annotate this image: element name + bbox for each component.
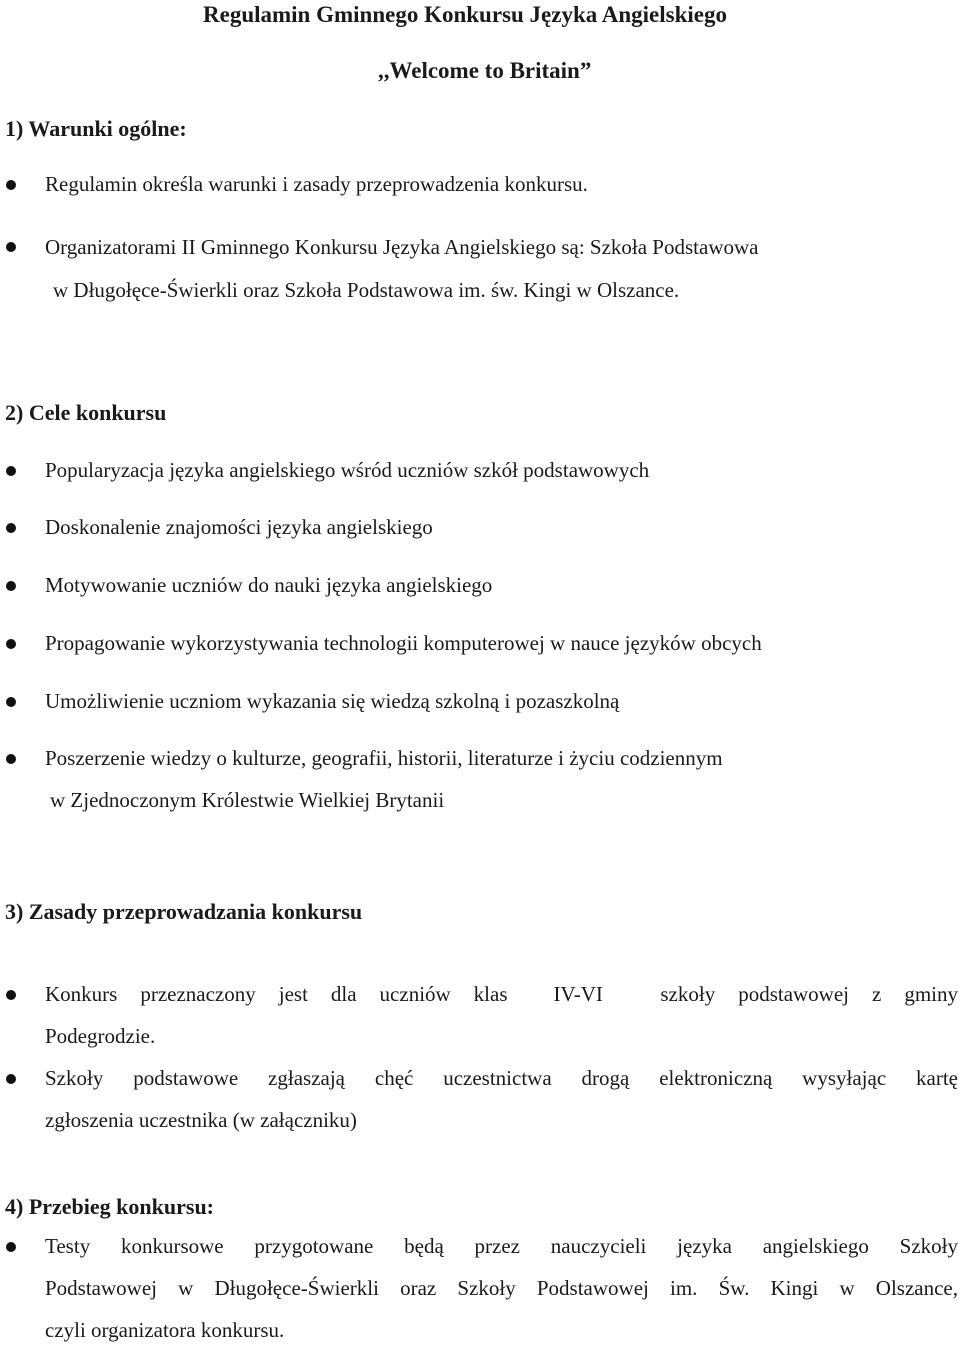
section-heading-general-conditions: 1) Warunki ogólne: — [5, 116, 187, 141]
section-heading-rules: 3) Zasady przeprowadzania konkursu — [5, 899, 363, 924]
list-item-text: Poszerzenie wiedzy o kulturze, geografii, historii, literaturze i życiu codziennym — [45, 746, 723, 770]
bullet-icon — [6, 466, 16, 476]
justified-line-text: Podstawowej w Długołęce-Świerkli oraz Szkoły Podstawowej im. Św. Kingi w Olszance, — [45, 1276, 958, 1300]
list-item-text-continued: w Długołęce-Świerkli oraz Szkoła Podstawowa im. św. Kingi w Olszance. — [53, 278, 680, 302]
list-item-text-justified — [45, 1236, 958, 1257]
section-heading-goals: 2) Cele konkursu — [5, 400, 167, 425]
bullet-icon — [6, 1074, 16, 1084]
justified-line-text: Szkoły podstawowe zgłaszają chęć uczestnictwa drogą elektroniczną wysyłając kartę — [45, 1066, 958, 1090]
bullet-icon — [6, 990, 16, 1000]
list-item-text: Popularyzacja języka angielskiego wśród uczniów szkół podstawowych — [45, 458, 650, 482]
justified-line-text: Konkurs przeznaczony jest dla uczniów klas IV-VI szkoły podstawowej z gminy — [45, 982, 958, 1006]
bullet-icon — [6, 180, 16, 190]
list-item-text: Doskonalenie znajomości języka angielskiego — [45, 515, 433, 539]
document-title: Regulamin Gminnego Konkursu Języka Angielskiego — [203, 2, 727, 27]
justified-line-text: Testy konkursowe przygotowane będą przez nauczycieli języka angielskiego Szkoły — [45, 1234, 958, 1258]
list-item-text-justified — [45, 984, 958, 1005]
document-subtitle: ,,Welcome to Britain” — [378, 58, 592, 83]
bullet-icon — [6, 697, 16, 707]
list-item-text-continued: czyli organizatora konkursu. — [45, 1318, 285, 1342]
list-item-text: Motywowanie uczniów do nauki języka angielskiego — [45, 573, 493, 597]
list-item-text-continued: zgłoszenia uczestnika (w załączniku) — [45, 1108, 357, 1132]
list-item-text-justified — [45, 1278, 958, 1299]
bullet-icon — [6, 523, 16, 533]
section-heading-course: 4) Przebieg konkursu: — [5, 1194, 214, 1219]
bullet-icon — [6, 754, 16, 764]
bullet-icon — [6, 1242, 16, 1252]
list-item-text: Propagowanie wykorzystywania technologii komputerowej w nauce języków obcych — [45, 631, 762, 655]
bullet-icon — [6, 639, 16, 649]
list-item-text: Regulamin określa warunki i zasady przeprowadzenia konkursu. — [45, 172, 588, 196]
list-item-text-continued: w Zjednoczonym Królestwie Wielkiej Brytanii — [50, 788, 445, 812]
bullet-icon — [6, 581, 16, 591]
bullet-icon — [6, 242, 16, 252]
list-item-text-continued: Podegrodzie. — [45, 1024, 156, 1048]
list-item-text: Umożliwienie uczniom wykazania się wiedzą szkolną i pozaszkolną — [45, 689, 620, 713]
list-item-text-justified — [45, 1068, 958, 1089]
list-item-text: Organizatorami II Gminnego Konkursu Języka Angielskiego są: Szkoła Podstawowa — [45, 235, 759, 259]
